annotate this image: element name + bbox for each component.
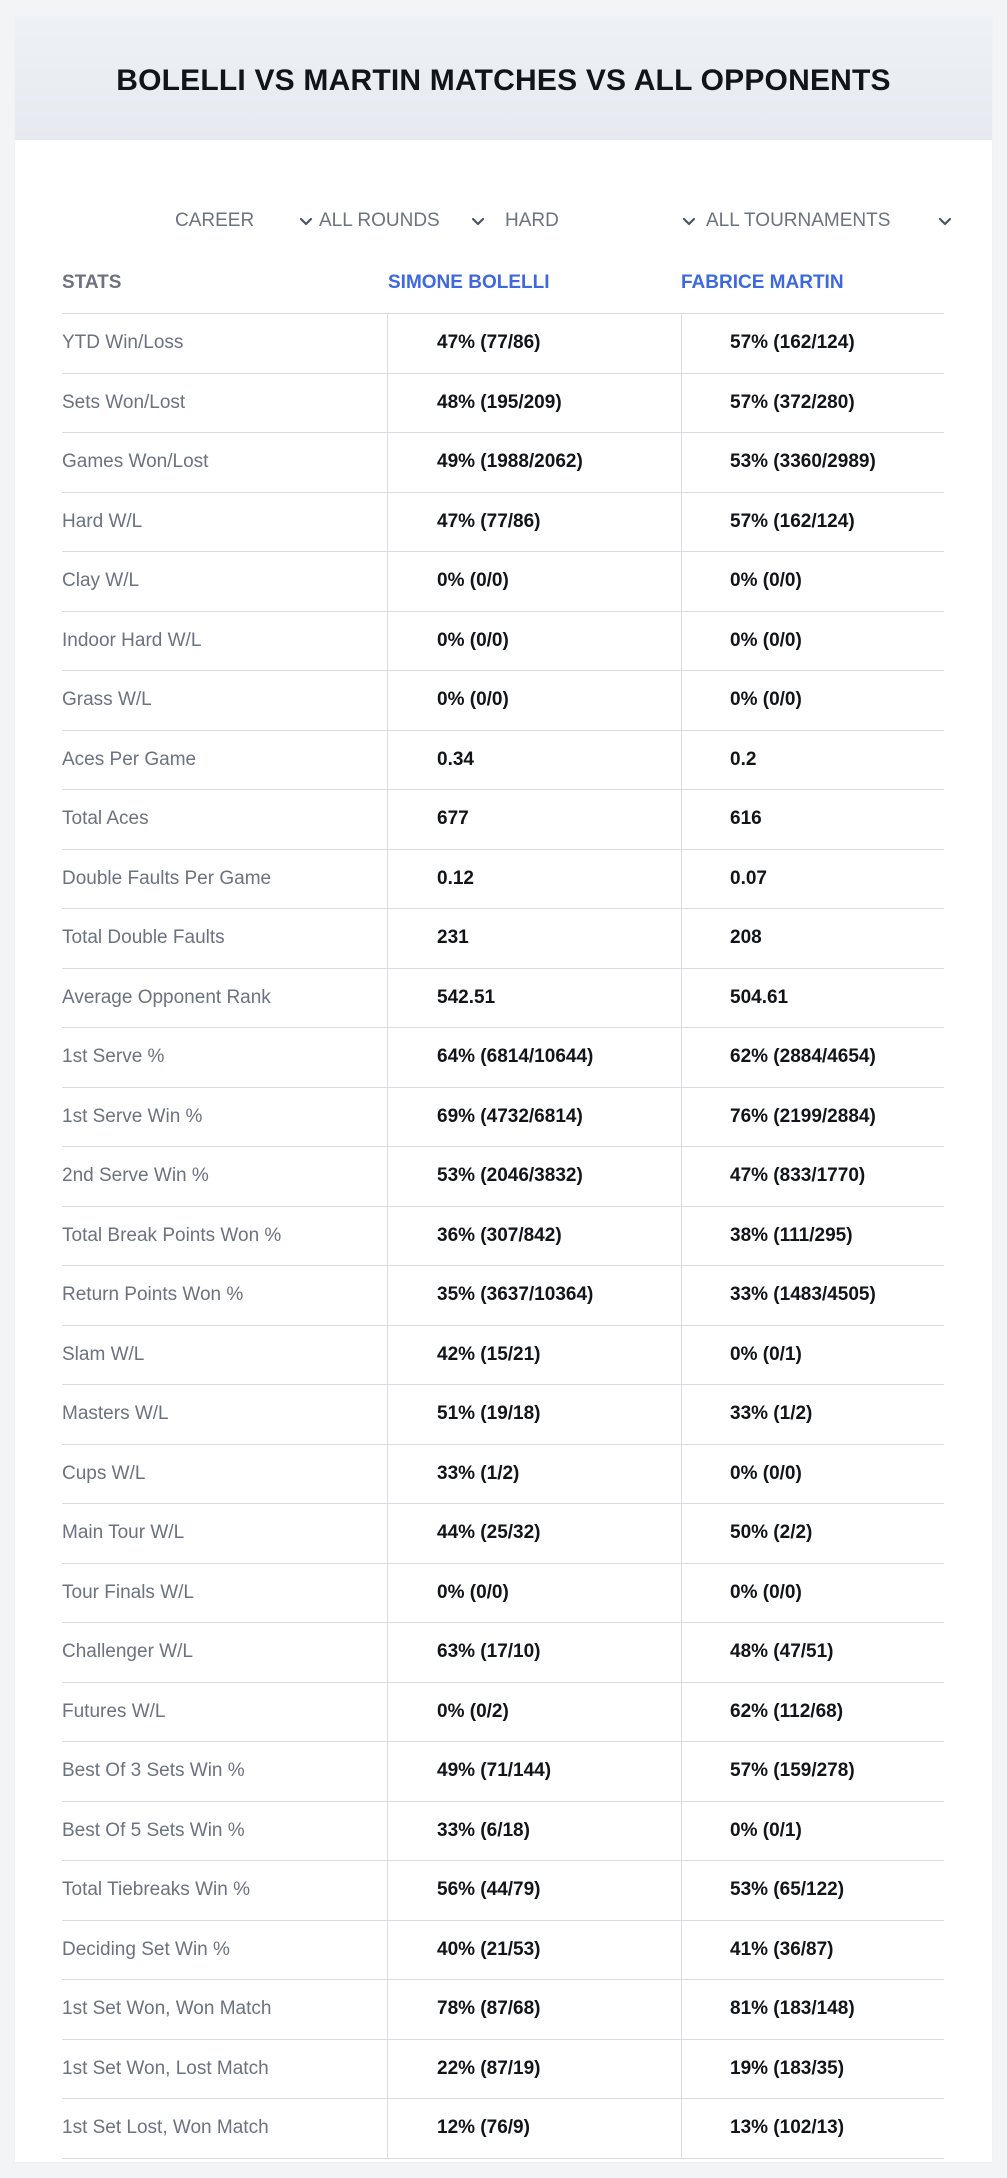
column-divider: [387, 969, 388, 1029]
column-divider: [681, 552, 682, 612]
player1-value: 22% (87/19): [437, 2057, 541, 2079]
filter-bar: [15, 186, 992, 256]
column-divider: [681, 1088, 682, 1148]
column-divider: [387, 2040, 388, 2100]
table-row: [62, 909, 944, 969]
table-row: [62, 1802, 944, 1862]
table-row: [62, 552, 944, 612]
stat-label: Average Opponent Rank: [62, 986, 271, 1008]
column-divider: [387, 1445, 388, 1505]
table-row: [62, 1147, 944, 1207]
stat-label: Hard W/L: [62, 510, 143, 532]
stat-label: Double Faults Per Game: [62, 867, 272, 889]
column-divider: [681, 314, 682, 374]
table-row: [62, 671, 944, 731]
column-divider: [681, 1861, 682, 1921]
chevron-down-icon: [469, 212, 487, 230]
player2-value: 57% (159/278): [730, 1760, 855, 1781]
player1-value: 44% (25/32): [437, 1522, 541, 1543]
column-divider: [387, 790, 388, 850]
player1-value: 0% (0/0): [437, 570, 509, 591]
player2-value: 19% (183/35): [730, 2057, 845, 2079]
player2-value: 0% (0/1): [730, 1819, 802, 1841]
column-divider: [387, 1088, 388, 1148]
table-row: [62, 1266, 944, 1326]
column-header-player1[interactable]: SIMONE BOLELLI: [388, 272, 550, 293]
stat-label: 1st Set Won, Lost Match: [62, 2057, 269, 2079]
chevron-down-icon: [297, 212, 315, 230]
stats-card: [15, 16, 992, 2162]
column-divider: [681, 731, 682, 791]
column-divider: [387, 909, 388, 969]
player2-value: 48% (47/51): [730, 1641, 834, 1662]
table-row: [62, 1742, 944, 1802]
player2-value: 47% (833/1770): [730, 1165, 866, 1186]
column-divider: [387, 1504, 388, 1564]
stat-label: 1st Set Won, Won Match: [62, 1998, 272, 2019]
column-divider: [681, 1266, 682, 1326]
table-row: [62, 1028, 944, 1088]
column-divider: [681, 969, 682, 1029]
table-body: [62, 314, 944, 2159]
column-header-stats: STATS: [62, 272, 122, 293]
table-row: [62, 1921, 944, 1981]
stat-label: YTD Win/Loss: [62, 332, 184, 353]
player1-value: 36% (307/842): [437, 1224, 562, 1246]
player1-value: 40% (21/53): [437, 1938, 541, 1960]
table-row: [62, 1326, 944, 1386]
player2-value: 57% (372/280): [730, 391, 855, 413]
player2-value: 50% (2/2): [730, 1522, 813, 1543]
column-divider: [681, 1623, 682, 1683]
column-divider: [681, 1504, 682, 1564]
column-divider: [681, 612, 682, 672]
table-row: [62, 493, 944, 553]
table-row: [62, 1683, 944, 1743]
column-divider: [681, 671, 682, 731]
table-row: [62, 969, 944, 1029]
column-divider: [681, 1326, 682, 1386]
player2-value: 0% (0/1): [730, 1343, 802, 1365]
table-header: [62, 256, 944, 314]
column-divider: [387, 433, 388, 493]
player2-value: 76% (2199/2884): [730, 1105, 876, 1127]
player1-value: 0% (0/2): [437, 1700, 509, 1722]
player2-value: 0% (0/0): [730, 1581, 802, 1603]
stat-label: Cups W/L: [62, 1462, 146, 1484]
player2-value: 208: [730, 927, 762, 948]
column-divider: [387, 612, 388, 672]
column-divider: [681, 790, 682, 850]
column-divider: [681, 374, 682, 434]
stat-label: Grass W/L: [62, 689, 152, 710]
player1-value: 0% (0/0): [437, 689, 509, 710]
column-divider: [387, 1623, 388, 1683]
filter-surface-label: HARD: [505, 210, 559, 231]
table-row: [62, 731, 944, 791]
player2-value: 81% (183/148): [730, 1998, 855, 2019]
table-row: [62, 1445, 944, 1505]
player1-value: 64% (6814/10644): [437, 1046, 594, 1067]
column-divider: [387, 1207, 388, 1267]
player1-value: 56% (44/79): [437, 1879, 541, 1900]
column-divider: [681, 909, 682, 969]
table-row: [62, 2099, 944, 2159]
column-divider: [387, 671, 388, 731]
column-divider: [387, 1385, 388, 1445]
stat-label: Tour Finals W/L: [62, 1581, 194, 1603]
player2-value: 53% (65/122): [730, 1879, 845, 1900]
player1-value: 48% (195/209): [437, 391, 562, 413]
stat-label: Return Points Won %: [62, 1284, 244, 1305]
table-row: [62, 850, 944, 910]
column-divider: [681, 1564, 682, 1624]
player2-value: 616: [730, 808, 762, 829]
player2-value: 33% (1/2): [730, 1403, 813, 1424]
column-divider: [681, 1445, 682, 1505]
player1-value: 51% (19/18): [437, 1403, 541, 1424]
filter-surface-select[interactable]: [505, 186, 559, 256]
player2-value: 41% (36/87): [730, 1938, 834, 1960]
column-divider: [681, 2040, 682, 2100]
player1-value: 47% (77/86): [437, 332, 541, 353]
page-title: BOLELLI VS MARTIN MATCHES VS ALL OPPONENTS: [116, 64, 891, 97]
column-divider: [681, 1683, 682, 1743]
column-divider: [387, 850, 388, 910]
filter-period-label: CAREER: [175, 210, 255, 231]
column-divider: [681, 493, 682, 553]
column-divider: [387, 1028, 388, 1088]
table-row: [62, 612, 944, 672]
stat-label: 1st Set Lost, Won Match: [62, 2117, 269, 2138]
column-divider: [387, 374, 388, 434]
stat-label: Main Tour W/L: [62, 1522, 185, 1543]
column-divider: [681, 1028, 682, 1088]
column-divider: [681, 2099, 682, 2159]
stat-label: 2nd Serve Win %: [62, 1165, 209, 1186]
table-row: [62, 374, 944, 434]
stat-label: Best Of 3 Sets Win %: [62, 1760, 245, 1781]
player2-value: 33% (1483/4505): [730, 1284, 876, 1305]
column-divider: [681, 1921, 682, 1981]
player2-value: 62% (112/68): [730, 1700, 844, 1722]
card-header: [15, 16, 992, 140]
player1-value: 78% (87/68): [437, 1998, 541, 2019]
stat-label: Total Break Points Won %: [62, 1224, 282, 1246]
player2-value: 0.07: [730, 867, 767, 889]
player1-value: 35% (3637/10364): [437, 1284, 594, 1305]
table-row: [62, 1564, 944, 1624]
filter-tournaments-label: ALL TOURNAMENTS: [706, 210, 891, 231]
stat-label: 1st Serve Win %: [62, 1105, 203, 1127]
column-divider: [387, 493, 388, 553]
column-divider: [387, 1921, 388, 1981]
table-row: [62, 790, 944, 850]
filter-rounds-select[interactable]: [319, 186, 440, 256]
column-divider: [387, 1802, 388, 1862]
player2-value: 504.61: [730, 986, 789, 1008]
player2-value: 57% (162/124): [730, 332, 855, 353]
player1-value: 49% (71/144): [437, 1760, 552, 1781]
player1-value: 49% (1988/2062): [437, 451, 583, 472]
player1-value: 33% (1/2): [437, 1462, 520, 1484]
column-header-player2[interactable]: FABRICE MARTIN: [681, 272, 844, 293]
player1-value: 0% (0/0): [437, 1581, 509, 1603]
table-row: [62, 1623, 944, 1683]
player1-value: 53% (2046/3832): [437, 1165, 583, 1186]
table-row: [62, 1861, 944, 1921]
table-row: [62, 433, 944, 493]
column-divider: [681, 1147, 682, 1207]
player1-value: 42% (15/21): [437, 1343, 541, 1365]
chevron-down-icon: [680, 212, 698, 230]
stat-label: Clay W/L: [62, 570, 140, 591]
stat-label: Slam W/L: [62, 1343, 145, 1365]
column-divider: [681, 1980, 682, 2040]
filter-rounds-label: ALL ROUNDS: [319, 210, 440, 231]
player2-value: 0% (0/0): [730, 1462, 802, 1484]
table-row: [62, 1385, 944, 1445]
player1-value: 63% (17/10): [437, 1641, 541, 1662]
stat-label: Total Aces: [62, 808, 149, 829]
column-divider: [681, 1742, 682, 1802]
column-divider: [387, 314, 388, 374]
column-divider: [681, 1385, 682, 1445]
player2-value: 0.2: [730, 748, 757, 770]
filter-tournaments-select[interactable]: [706, 186, 890, 256]
table-row: [62, 1980, 944, 2040]
column-divider: [387, 1683, 388, 1743]
stat-label: Masters W/L: [62, 1403, 169, 1424]
column-divider: [387, 552, 388, 612]
table-row: [62, 314, 944, 374]
column-divider: [387, 1266, 388, 1326]
column-divider: [387, 1980, 388, 2040]
player2-value: 53% (3360/2989): [730, 451, 876, 472]
player1-value: 231: [437, 927, 469, 948]
stat-label: Games Won/Lost: [62, 451, 209, 472]
player1-value: 12% (76/9): [437, 2117, 530, 2138]
stat-label: Best Of 5 Sets Win %: [62, 1819, 245, 1841]
table-row: [62, 1088, 944, 1148]
stat-label: 1st Serve %: [62, 1046, 165, 1067]
player2-value: 0% (0/0): [730, 689, 802, 710]
column-divider: [681, 1802, 682, 1862]
player2-value: 62% (2884/4654): [730, 1046, 876, 1067]
column-divider: [681, 1207, 682, 1267]
column-divider: [387, 1147, 388, 1207]
player1-value: 0% (0/0): [437, 629, 509, 651]
stat-label: Total Tiebreaks Win %: [62, 1879, 250, 1900]
stat-label: Aces Per Game: [62, 748, 197, 770]
stat-label: Challenger W/L: [62, 1641, 193, 1662]
column-divider: [387, 1326, 388, 1386]
player2-value: 38% (111/295): [730, 1224, 853, 1246]
player1-value: 542.51: [437, 986, 496, 1008]
player1-value: 677: [437, 808, 469, 829]
table-row: [62, 2040, 944, 2100]
player1-value: 33% (6/18): [437, 1819, 530, 1841]
column-divider: [387, 1564, 388, 1624]
player1-value: 69% (4732/6814): [437, 1105, 583, 1127]
column-divider: [681, 433, 682, 493]
player1-value: 0.12: [437, 867, 474, 889]
player2-value: 57% (162/124): [730, 510, 855, 532]
stat-label: Deciding Set Win %: [62, 1938, 230, 1960]
player2-value: 0% (0/0): [730, 570, 802, 591]
stat-label: Total Double Faults: [62, 927, 225, 948]
player2-value: 0% (0/0): [730, 629, 802, 651]
player2-value: 13% (102/13): [730, 2117, 845, 2138]
stat-label: Sets Won/Lost: [62, 391, 186, 413]
stat-label: Futures W/L: [62, 1700, 166, 1722]
stat-label: Indoor Hard W/L: [62, 629, 202, 651]
player1-value: 47% (77/86): [437, 510, 541, 532]
column-divider: [387, 1742, 388, 1802]
stats-table: [62, 256, 944, 2159]
table-row: [62, 1207, 944, 1267]
column-divider: [681, 850, 682, 910]
filter-period-select[interactable]: [175, 186, 254, 256]
column-divider: [387, 1861, 388, 1921]
column-divider: [387, 2099, 388, 2159]
player1-value: 0.34: [437, 748, 474, 770]
table-row: [62, 1504, 944, 1564]
column-divider: [387, 731, 388, 791]
chevron-down-icon: [936, 212, 954, 230]
